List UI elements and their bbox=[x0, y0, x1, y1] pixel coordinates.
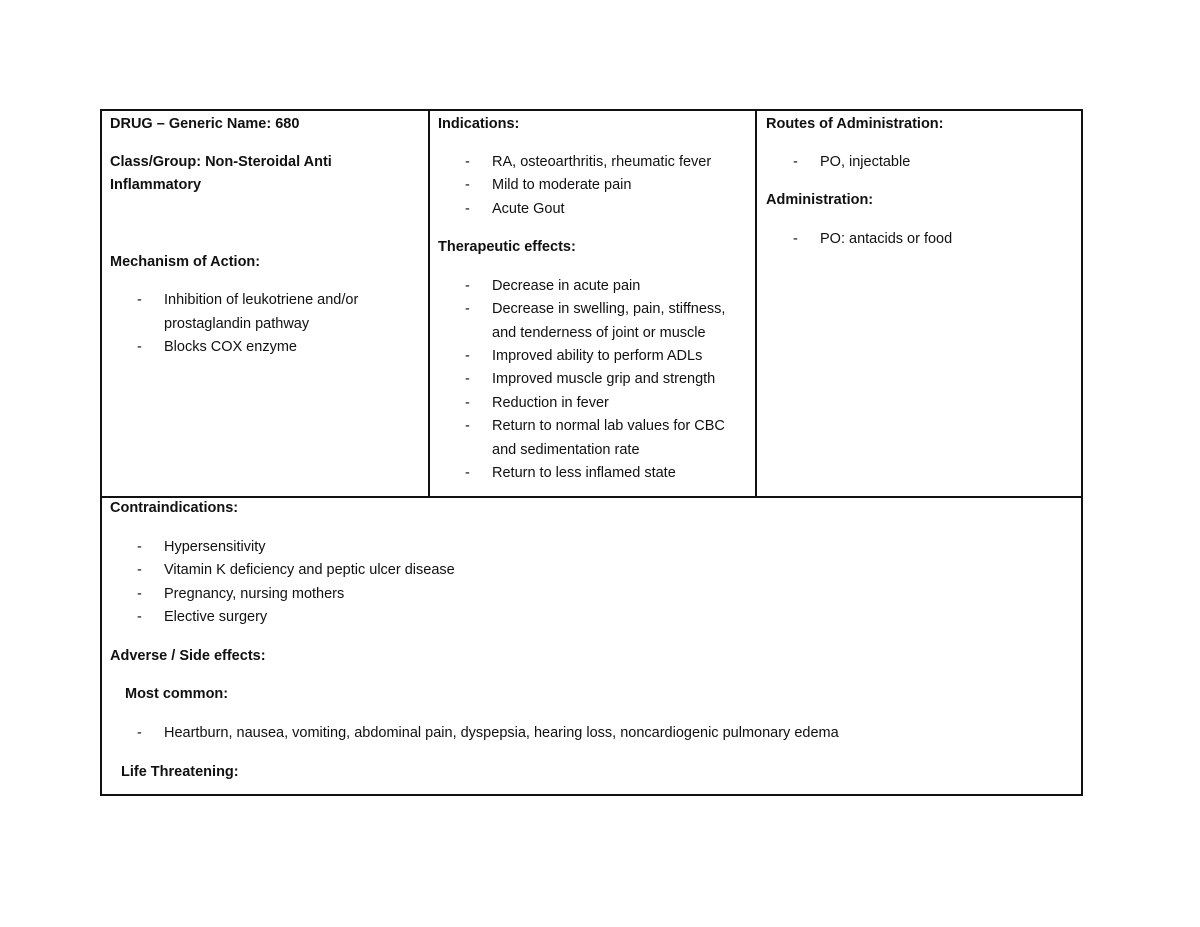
therapeutic-item: Return to less inflamed state bbox=[492, 465, 676, 481]
routes-heading: Routes of Administration: bbox=[766, 116, 944, 132]
bullet-dash: - bbox=[465, 301, 470, 317]
class-group-label-line1: Class/Group: Non-Steroidal Anti bbox=[110, 154, 332, 170]
indication-item: Acute Gout bbox=[492, 201, 565, 217]
bullet-dash: - bbox=[465, 465, 470, 481]
contraindications-adverse-cell bbox=[102, 498, 1081, 794]
contraindications-heading: Contraindications: bbox=[110, 500, 239, 516]
generic-name-label: DRUG – Generic Name: 680 bbox=[110, 116, 300, 132]
therapeutic-item: and tenderness of joint or muscle bbox=[492, 325, 706, 341]
bullet-dash: - bbox=[793, 231, 798, 247]
bullet-dash: - bbox=[465, 395, 470, 411]
contraindication-item: Hypersensitivity bbox=[164, 539, 266, 555]
bullet-dash: - bbox=[465, 371, 470, 387]
indications-cell bbox=[430, 111, 757, 496]
most-common-heading: Most common: bbox=[125, 686, 229, 702]
therapeutic-item: Improved ability to perform ADLs bbox=[492, 348, 703, 364]
therapeutic-item: Reduction in fever bbox=[492, 395, 609, 411]
indication-item: RA, osteoarthritis, rheumatic fever bbox=[492, 154, 712, 170]
contraindication-item: Elective surgery bbox=[164, 609, 268, 625]
bullet-dash: - bbox=[137, 539, 142, 555]
bullet-dash: - bbox=[465, 154, 470, 170]
top-row bbox=[102, 111, 1081, 498]
bullet-dash: - bbox=[137, 586, 142, 602]
therapeutic-item: Decrease in acute pain bbox=[492, 278, 641, 294]
bullet-dash: - bbox=[465, 201, 470, 217]
life-threatening-heading: Life Threatening: bbox=[121, 764, 239, 780]
therapeutic-item: Return to normal lab values for CBC bbox=[492, 418, 725, 434]
indications-heading: Indications: bbox=[438, 116, 520, 132]
contraindication-item: Pregnancy, nursing mothers bbox=[164, 586, 345, 602]
bullet-dash: - bbox=[465, 278, 470, 294]
therapeutic-effects-heading: Therapeutic effects: bbox=[438, 239, 576, 255]
route-item: PO, injectable bbox=[820, 154, 911, 170]
routes-cell bbox=[757, 111, 1081, 496]
adverse-effects-heading: Adverse / Side effects: bbox=[110, 648, 266, 664]
moa-heading: Mechanism of Action: bbox=[110, 254, 261, 270]
bullet-dash: - bbox=[465, 348, 470, 364]
most-common-item: Heartburn, nausea, vomiting, abdominal pain, dyspepsia, hearing loss, noncardiogenic pulmonary edema bbox=[164, 725, 839, 741]
bullet-dash: - bbox=[137, 292, 142, 308]
bullet-dash: - bbox=[137, 609, 142, 625]
bullet-dash: - bbox=[465, 418, 470, 434]
therapeutic-item: Improved muscle grip and strength bbox=[492, 371, 716, 387]
drug-info-cell bbox=[102, 111, 430, 496]
therapeutic-item: Decrease in swelling, pain, stiffness, bbox=[492, 301, 726, 317]
bullet-dash: - bbox=[137, 725, 142, 741]
administration-item: PO: antacids or food bbox=[820, 231, 953, 247]
bullet-dash: - bbox=[793, 154, 798, 170]
administration-heading: Administration: bbox=[766, 192, 874, 208]
drug-card-table bbox=[100, 109, 1083, 796]
bullet-dash: - bbox=[137, 339, 142, 355]
contraindication-item: Vitamin K deficiency and peptic ulcer disease bbox=[164, 562, 455, 578]
moa-item: prostaglandin pathway bbox=[164, 316, 310, 332]
indication-item: Mild to moderate pain bbox=[492, 177, 632, 193]
moa-item: Blocks COX enzyme bbox=[164, 339, 297, 355]
class-group-label-line2: Inflammatory bbox=[110, 177, 202, 193]
therapeutic-item: and sedimentation rate bbox=[492, 442, 640, 458]
bullet-dash: - bbox=[465, 177, 470, 193]
moa-item: Inhibition of leukotriene and/or bbox=[164, 292, 359, 308]
bullet-dash: - bbox=[137, 562, 142, 578]
